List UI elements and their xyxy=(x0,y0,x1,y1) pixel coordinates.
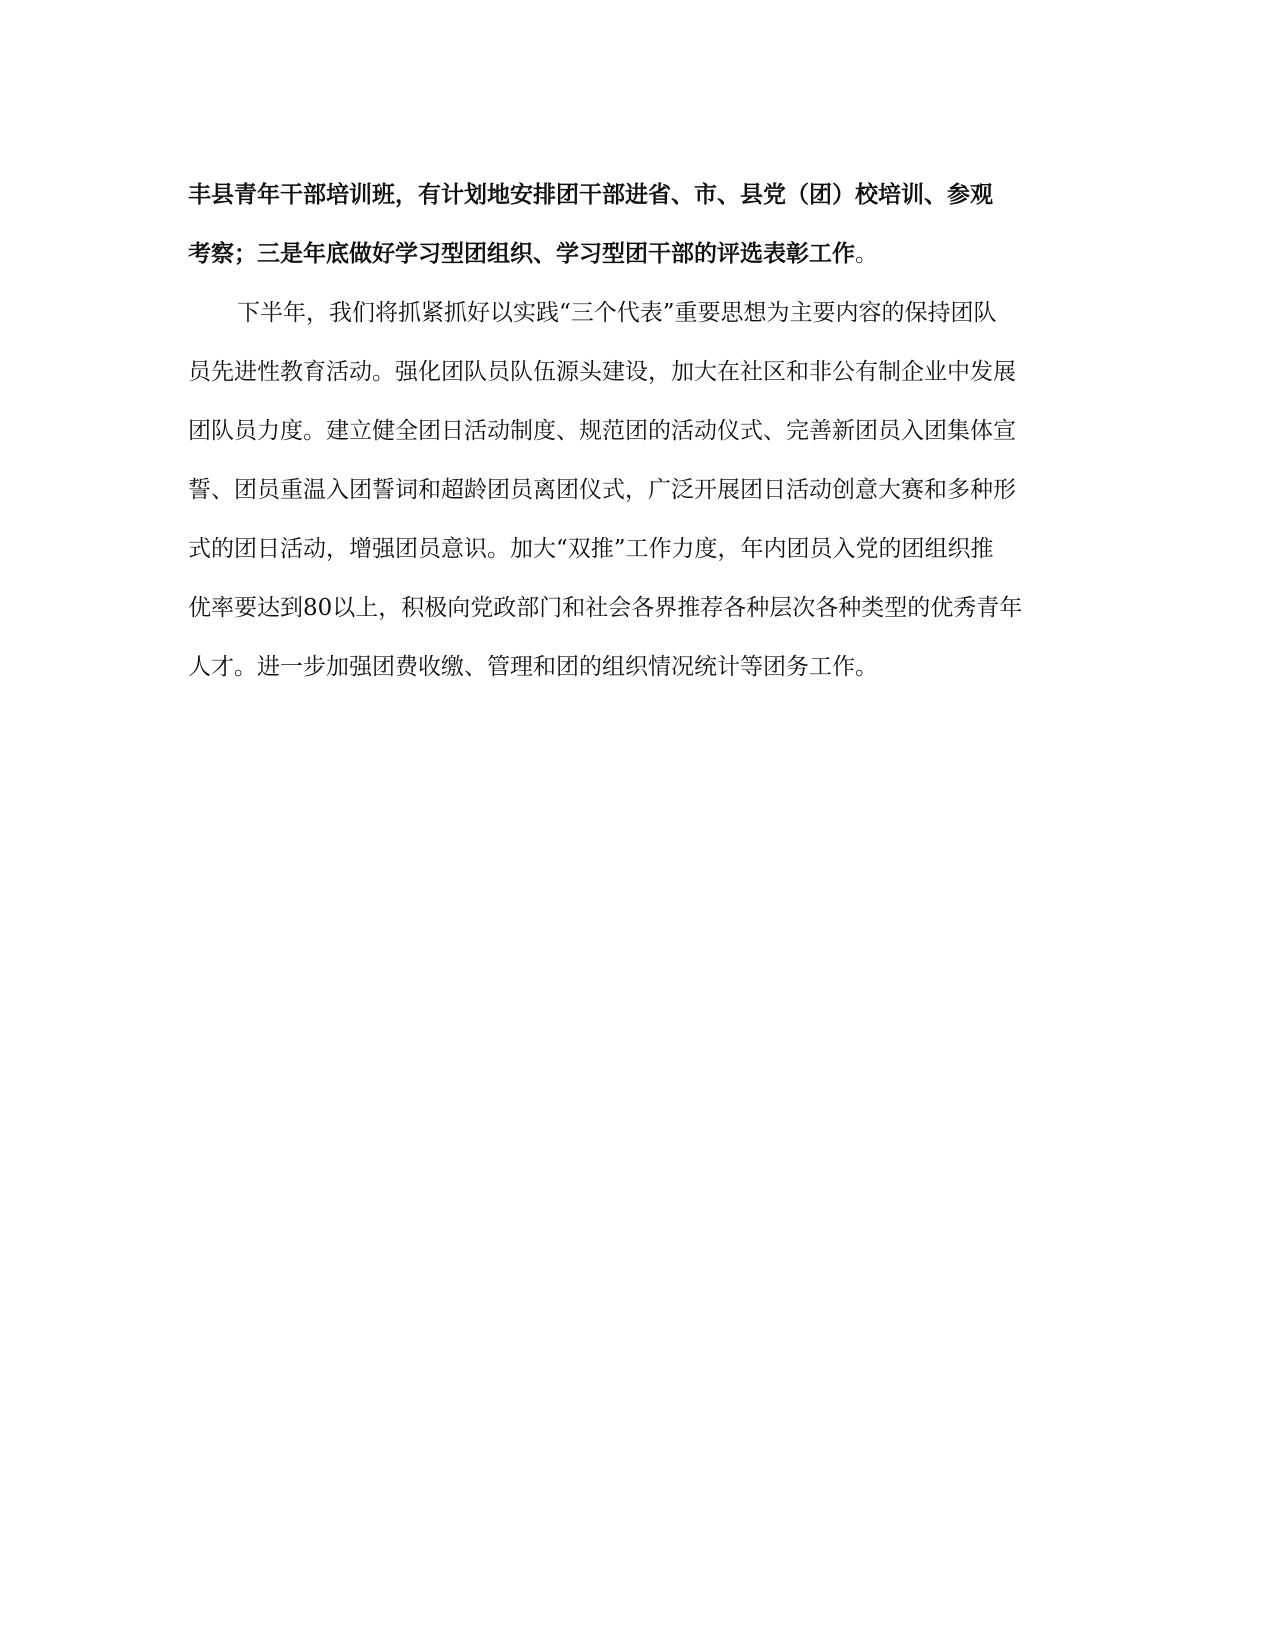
paragraph-2-line-3: 团队员力度。建立健全团日活动制度、规范团的活动仪式、完善新团员入团集体宣 xyxy=(188,418,1016,444)
paragraph-2-line-7: 人才。进一步加强团费收缴、管理和团的组织情况统计等团务工作。 xyxy=(188,654,878,680)
paragraph-2-line-1: 下半年，我们将抓紧抓好以实践“三个代表”重要思想为主要内容的保持团队 xyxy=(237,300,997,326)
paragraph-1-line-2-bold-text: 考察；三是年底做好学习型团组织、学习型团干部的评选表彰工作 xyxy=(188,240,855,267)
paragraph-1-line-1: 丰县青年干部培训班，有计划地安排团干部进省、市、县党（团）校培训、参观 xyxy=(188,181,993,208)
paragraph-2-line-6: 优率要达到80以上，积极向党政部门和社会各界推荐各种层次各种类型的优秀青年 xyxy=(188,595,1023,621)
paragraph-2-line-5: 式的团日活动，增强团员意识。加大“双推”工作力度，年内团员入党的团组织推 xyxy=(188,536,994,562)
paragraph-1-line-2 xyxy=(188,239,1088,269)
paragraph-1-line-2-end-punctuation: 。 xyxy=(855,241,878,267)
paragraph-2-line-2: 员先进性教育活动。强化团队员队伍源头建设，加大在社区和非公有制企业中发展 xyxy=(188,359,1016,385)
paragraph-2-line-4: 誓、团员重温入团誓词和超龄团员离团仪式，广泛开展团日活动创意大赛和多种形 xyxy=(188,477,1016,503)
